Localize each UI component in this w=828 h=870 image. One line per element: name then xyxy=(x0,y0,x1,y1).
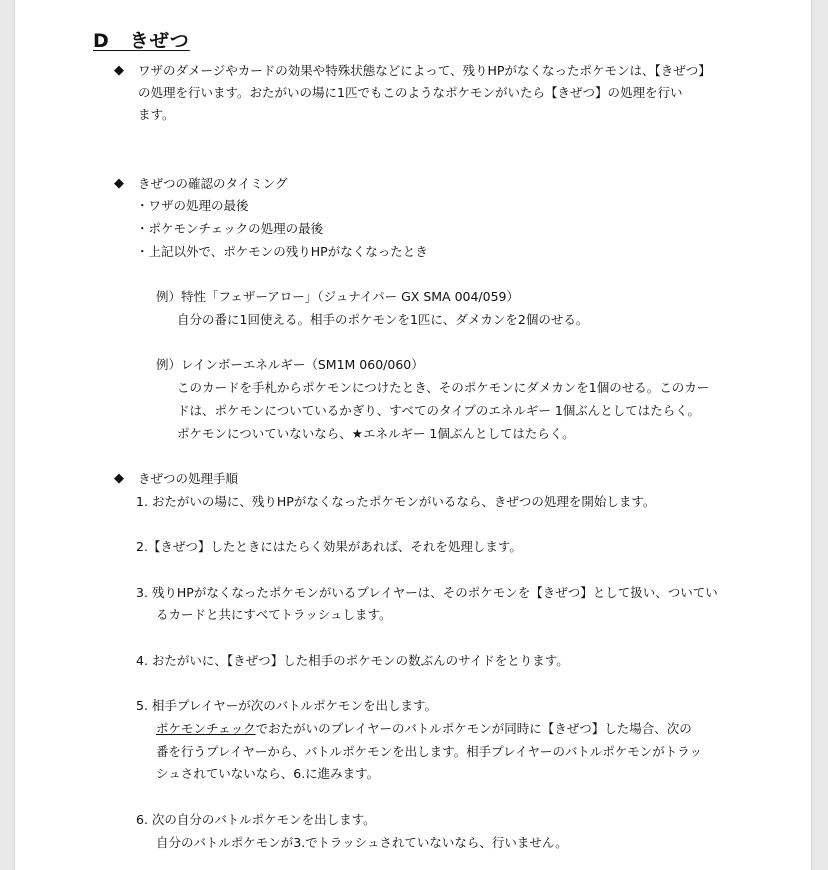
intro-line-3: ます。 xyxy=(138,107,175,122)
step-4: 4. おたがいに、【きぜつ】した相手のポケモンの数ぶんのサイドをとります。 xyxy=(136,653,569,668)
step-3-line-1: 3. 残りHPがなくなったポケモンがいるプレイヤーは、そのポケモンを【きぜつ】として扱い、ついてい xyxy=(136,585,718,600)
document-page xyxy=(15,0,811,870)
bullet-diamond-icon: ◆ xyxy=(114,471,124,486)
step-2: 2.【きぜつ】したときにはたらく効果があれば、それを処理します。 xyxy=(136,539,522,554)
bullet-diamond-icon: ◆ xyxy=(114,63,124,78)
step-5-line-3: シュされていないなら、6.に進みます。 xyxy=(156,766,380,781)
example-1-title: 例）特性「フェザーアロー」（ジュナイパー GX SMA 004/059） xyxy=(156,289,519,304)
step-5-line-1 xyxy=(156,720,692,738)
example-2-title: 例）レインボーエネルギー（SM1M 060/060） xyxy=(156,357,424,372)
step-5-title: 5. 相手プレイヤーが次のバトルポケモンを出します。 xyxy=(136,698,438,713)
example-1-line-1: 自分の番に1回使える。相手のポケモンを1匹に、ダメカンを2個のせる。 xyxy=(177,312,589,327)
timing-item-1: ・ワザの処理の最後 xyxy=(136,198,249,213)
step-6-line-1: 自分のバトルポケモンが3.でトラッシュされていないなら、行いません。 xyxy=(156,835,568,850)
example-2-line-3: ポケモンについていないなら、★エネルギー 1個ぶんとしてはたらく。 xyxy=(177,426,575,441)
step-3-line-2: るカードと共にすべてトラッシュします。 xyxy=(156,607,392,622)
section-heading: D きぜつ xyxy=(93,30,190,52)
timing-item-3: ・上記以外で、ポケモンの残りHPがなくなったとき xyxy=(136,244,428,259)
intro-line-1: ワザのダメージやカードの効果や特殊状態などによって、残りHPがなくなったポケモンは、【きぜつ】 xyxy=(138,63,711,78)
example-2-line-2: ドは、ポケモンについているかぎり、すべてのタイプのエネルギー 1個ぶんとしてはたらく。 xyxy=(177,403,701,418)
bullet-diamond-icon: ◆ xyxy=(114,176,124,191)
intro-line-2: の処理を行います。おたがいの場に1匹でもこのようなポケモンがいたら【きぜつ】の処理を行い xyxy=(138,85,683,100)
procedure-title: きぜつの処理手順 xyxy=(138,471,239,486)
timing-item-2: ・ポケモンチェックの処理の最後 xyxy=(136,221,324,236)
step-5-line-2: 番を行うプレイヤーから、バトルポケモンを出します。相手プレイヤーのバトルポケモンがトラッ xyxy=(156,744,703,759)
timing-title: きぜつの確認のタイミング xyxy=(138,176,288,191)
step-5-line-1-rest: でおたがいのプレイヤーのバトルポケモンが同時に【きぜつ】した場合、次の xyxy=(255,721,692,736)
step-1: 1. おたがいの場に、残りHPがなくなったポケモンがいるなら、きぜつの処理を開始します。 xyxy=(136,494,656,509)
example-2-line-1: このカードを手札からポケモンにつけたとき、そのポケモンにダメカンを1個のせる。このカー xyxy=(177,380,710,395)
step-6-title: 6. 次の自分のバトルポケモンを出します。 xyxy=(136,812,376,827)
pokemon-check-link[interactable]: ポケモンチェック xyxy=(156,721,256,736)
